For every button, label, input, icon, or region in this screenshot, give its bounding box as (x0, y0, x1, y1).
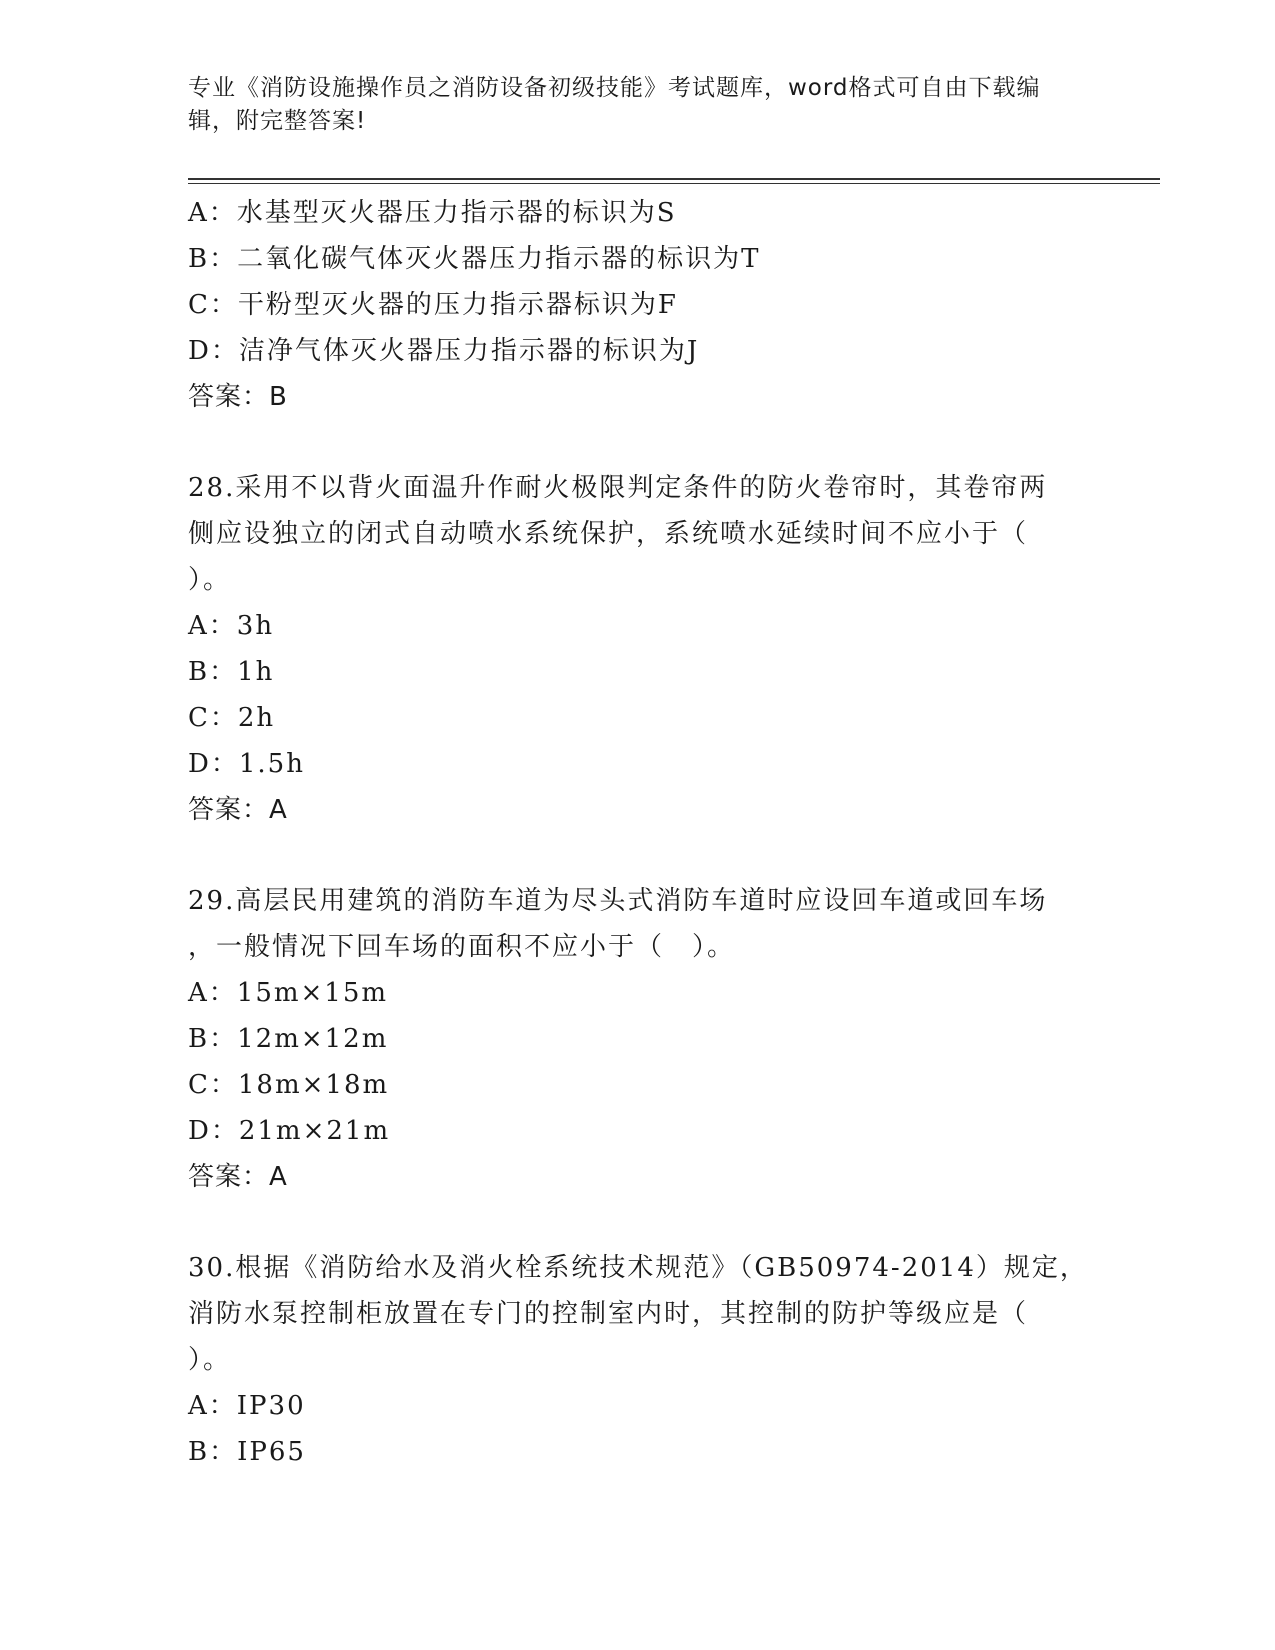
option-a: A：水基型灭火器压力指示器的标识为S (188, 198, 677, 228)
question-text-line-3: ）。 (188, 1345, 232, 1375)
option-b: B：1h (188, 657, 275, 687)
question-text-line-3: ）。 (188, 565, 232, 595)
spacer (188, 420, 1088, 465)
document-header (188, 72, 1088, 138)
answer-line: 答案：B (188, 382, 288, 412)
question-text-line-2: 侧应设独立的闭式自动喷水系统保护，系统喷水延续时间不应小于（ (188, 519, 1029, 549)
question-text-line-2: 消防水泵控制柜放置在专门的控制室内时，其控制的防护等级应是（ (188, 1299, 1029, 1329)
option-b: B：12m×12m (188, 1024, 389, 1054)
spacer (188, 833, 1088, 878)
option-c: C：干粉型灭火器的压力指示器标识为F (188, 290, 678, 320)
option-b: B：IP65 (188, 1437, 306, 1467)
question-text-line-1: 30.根据《消防给水及消火栓系统技术规范》（GB50974-2014）规定， (188, 1253, 1088, 1283)
option-c: C：2h (188, 703, 276, 733)
option-b: B：二氧化碳气体灭火器压力指示器的标识为T (188, 244, 761, 274)
header-line-1: 专业《消防设施操作员之消防设备初级技能》考试题库，word格式可自由下载编 (188, 75, 1041, 101)
option-a: A：IP30 (188, 1391, 306, 1421)
question-block-28 (188, 465, 1088, 833)
option-a: A：15m×15m (188, 978, 389, 1008)
question-block-29 (188, 878, 1088, 1200)
option-d: D：21m×21m (188, 1116, 391, 1146)
option-d: D：洁净气体灭火器压力指示器的标识为J (188, 336, 700, 366)
option-d: D：1.5h (188, 749, 305, 779)
answer-line: 答案：A (188, 1162, 288, 1192)
header-line-2: 辑，附完整答案! (188, 108, 367, 134)
question-text-line-2: ，一般情况下回车场的面积不应小于（ ）。 (188, 932, 736, 962)
header-divider-thick (188, 178, 1160, 180)
answer-line: 答案：A (188, 795, 288, 825)
question-content (188, 190, 1088, 1475)
option-a: A：3h (188, 611, 275, 641)
option-c: C：18m×18m (188, 1070, 390, 1100)
question-text-line-1: 29.高层民用建筑的消防车道为尽头式消防车道时应设回车道或回车场 (188, 886, 1048, 916)
header-divider-thin (188, 183, 1160, 184)
question-text-line-1: 28.采用不以背火面温升作耐火极限判定条件的防火卷帘时，其卷帘两 (188, 473, 1048, 503)
spacer (188, 1200, 1088, 1245)
question-block-27 (188, 190, 1088, 420)
question-block-30 (188, 1245, 1088, 1475)
